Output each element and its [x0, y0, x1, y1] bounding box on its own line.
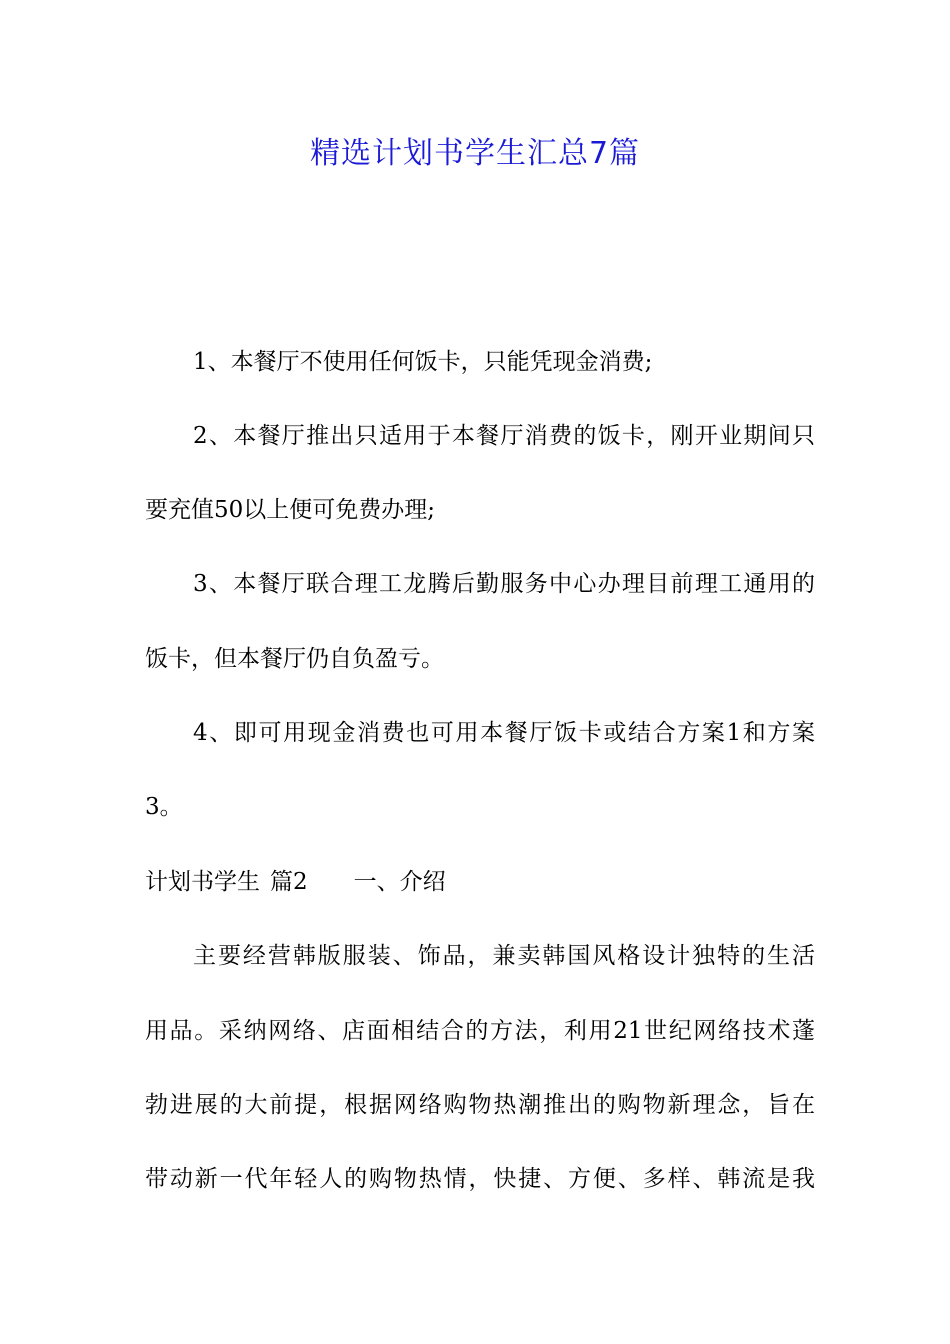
paragraph-line: 带动新一代年轻人的购物热情，快捷、方便、多样、韩流是我 — [145, 1166, 815, 1192]
paragraph-line: 主要经营韩版服装、饰品，兼卖韩国风格设计独特的生活 — [193, 943, 815, 969]
section-heading-text: 计划书学生 — [145, 869, 260, 895]
paragraph-line: 要充值50以上便可免费办理; — [145, 497, 436, 523]
section-part-label: 篇2 — [270, 869, 308, 895]
paragraph-line: 2、本餐厅推出只适用于本餐厅消费的饭卡，刚开业期间只 — [193, 423, 815, 449]
paragraph-line: 用品。采纳网络、店面相结合的方法，利用21世纪网络技术蓬 — [145, 1018, 815, 1044]
paragraph-line: 饭卡，但本餐厅仍自负盈亏。 — [145, 646, 444, 672]
paragraph-line: 勃进展的大前提，根据网络购物热潮推出的购物新理念，旨在 — [145, 1092, 815, 1118]
paragraph-line: 3。 — [145, 794, 183, 820]
paragraph-line: 1、本餐厅不使用任何饭卡，只能凭现金消费; — [193, 349, 653, 375]
section-heading — [145, 866, 815, 898]
document-title: 精选计划书学生汇总7篇 — [309, 136, 641, 171]
paragraph-line: 3、本餐厅联合理工龙腾后勤服务中心办理目前理工通用的 — [193, 571, 815, 597]
paragraph-line: 4、即可用现金消费也可用本餐厅饭卡或结合方案1和方案 — [193, 720, 815, 746]
section-subheading: 一、介绍 — [353, 869, 446, 895]
